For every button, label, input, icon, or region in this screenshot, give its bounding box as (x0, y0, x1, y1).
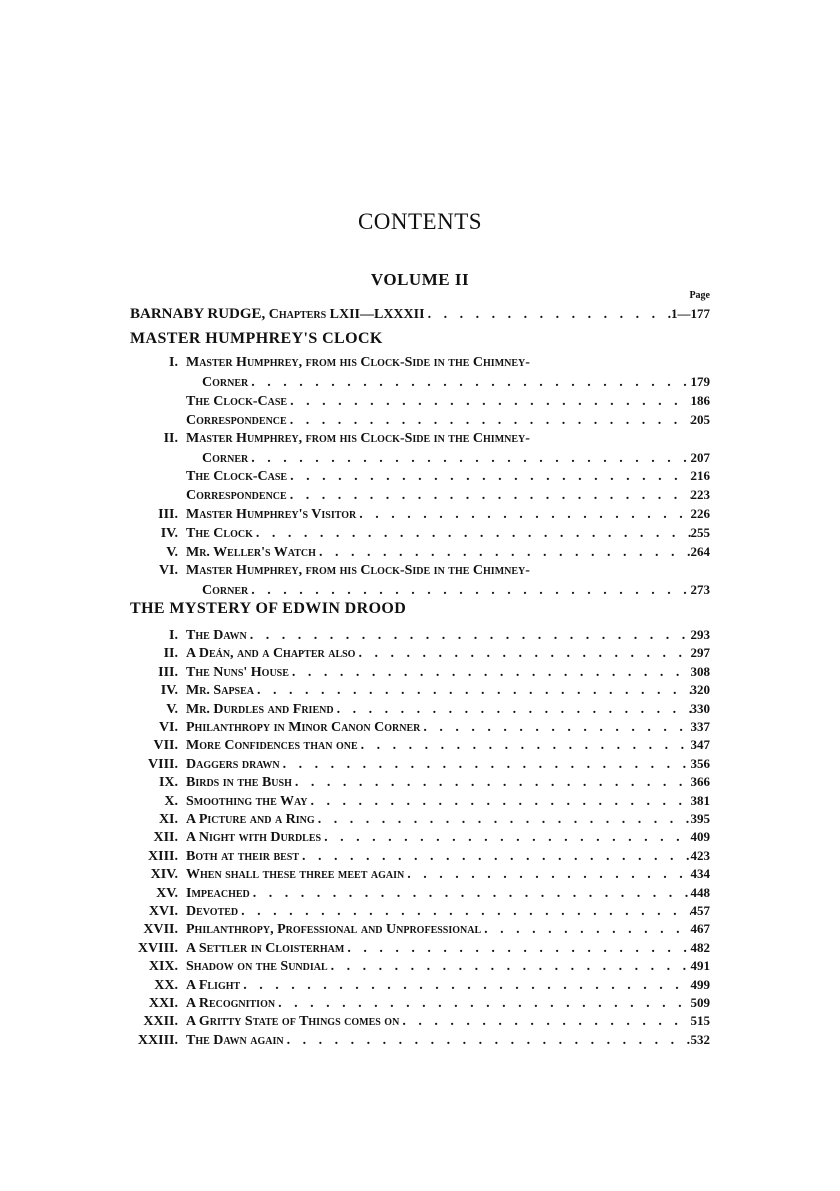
toc-entry[interactable] (130, 829, 710, 848)
toc-entry[interactable] (130, 664, 710, 683)
leader-dots (315, 812, 691, 828)
chapter-number: II. (163, 646, 178, 662)
page-number: 223 (690, 487, 710, 503)
chapter-title: A Picture and a Ring (186, 812, 315, 827)
chapter-title: A Recognition (186, 996, 276, 1011)
leader-dots (248, 375, 690, 391)
page-number: 337 (690, 719, 710, 734)
page-number: 482 (690, 939, 710, 955)
chapter-number: IV. (160, 526, 178, 542)
leader-dots (321, 830, 690, 846)
leader-dots (240, 978, 690, 994)
page-number: 308 (690, 663, 710, 679)
chapter-title: When shall these three meet again (186, 867, 405, 883)
toc-entry[interactable] (130, 468, 710, 487)
volume-heading: VOLUME II (370, 270, 470, 289)
page-number: 532 (690, 1031, 710, 1047)
toc-entry[interactable] (130, 737, 710, 756)
leader-dots (253, 526, 691, 542)
section-heading-humphrey: MASTER HUMPHREY'S CLOCK (130, 330, 383, 347)
chapter-number: IV. (160, 683, 178, 699)
chapter-title: A Gritty State of Things comes on (186, 1014, 400, 1030)
chapter-number: I. (169, 628, 178, 643)
chapter-title: A Flight (186, 977, 241, 993)
chapter-title: Corner (202, 450, 249, 466)
chapter-title: Philanthropy, Professional and Unprofessional (186, 922, 482, 938)
toc-entry[interactable] (130, 811, 710, 830)
chapter-title: Correspondence (186, 488, 287, 504)
chapter-title: Impeached (186, 885, 250, 901)
chapter-title: Corner (202, 374, 249, 390)
chapter-number: XII. (153, 830, 178, 846)
chapter-title: The Clock-Case (186, 393, 288, 409)
leader-dots (344, 941, 690, 957)
chapter-number: XXIII. (137, 1032, 178, 1048)
chapter-number: XIII. (148, 848, 178, 864)
leader-dots (275, 996, 690, 1012)
toc-entry[interactable] (130, 940, 710, 959)
chapter-number: V. (166, 545, 178, 560)
chapter-number: XIV. (150, 867, 178, 883)
chapter-number: IX. (158, 775, 178, 791)
toc-entry[interactable] (130, 774, 710, 793)
barnaby-label: BARNABY RUDGE, (130, 306, 266, 322)
leader-dots (238, 904, 690, 920)
toc-entry[interactable] (130, 848, 710, 867)
page-title: CONTENTS (357, 209, 483, 234)
toc-entry[interactable] (130, 393, 710, 412)
leader-dots (284, 1033, 691, 1049)
leader-dots (250, 886, 691, 902)
page-number: 179 (690, 373, 710, 389)
leader-dots (308, 794, 691, 810)
toc-entry[interactable] (130, 450, 710, 469)
chapter-title: Master Humphrey, from his Clock-Side in the Chimney- (186, 430, 530, 446)
toc-entry[interactable] (130, 1032, 710, 1051)
page-number: 448 (690, 884, 710, 900)
leader-dots (481, 922, 690, 938)
chapter-number: XI. (158, 812, 178, 827)
chapter-number: VIII. (148, 756, 178, 772)
toc-entry[interactable] (130, 645, 710, 664)
chapter-number: VI. (158, 562, 178, 578)
chapter-title: Shadow on the Sundial (186, 959, 328, 975)
chapter-title: Philanthropy in Minor Canon Corner (186, 720, 421, 735)
page-number: 509 (690, 995, 710, 1010)
page-number: 207 (690, 449, 710, 465)
chapter-number: III. (158, 664, 178, 680)
chapter-title: Corner (202, 582, 249, 598)
leader-dots (248, 451, 690, 467)
page-number: 434 (690, 866, 710, 882)
chapter-number: XV. (156, 885, 178, 901)
toc-entry[interactable] (130, 627, 710, 646)
chapter-title: Devoted (186, 904, 239, 919)
page-number: 320 (690, 682, 710, 698)
chapter-title: A Night with Durdles (186, 830, 322, 846)
toc-entry[interactable] (130, 958, 710, 977)
barnaby-pages: 1—177 (671, 306, 710, 321)
chapter-title: Mr. Sapsea (186, 683, 255, 699)
leader-dots (292, 775, 691, 791)
chapter-title: Master Humphrey, from his Clock-Side in the Chimney- (186, 355, 530, 370)
page-number: 499 (690, 976, 710, 992)
chapter-number: XXI. (148, 996, 178, 1011)
chapter-title: Birds in the Bush (186, 775, 292, 791)
barnaby-range: LXII—LXXXII (329, 307, 425, 322)
page-number: 255 (690, 525, 710, 541)
leader-dots (328, 959, 691, 975)
leader-dots (299, 849, 690, 865)
toc-entry[interactable] (130, 525, 710, 544)
barnaby-chapters: Chapters (268, 307, 327, 322)
toc-entry-barnaby-rudge[interactable] (130, 306, 710, 325)
chapter-title: The Dawn again (186, 1032, 284, 1048)
chapter-title: Correspondence (186, 412, 287, 428)
leader-dots (334, 702, 691, 718)
toc-entry[interactable] (130, 719, 710, 738)
leader-dots (254, 683, 690, 699)
page-number: 409 (690, 829, 710, 845)
chapter-number: V. (166, 701, 178, 717)
page-number: 356 (690, 755, 710, 771)
chapter-title: A Settler in Cloisterham (186, 940, 345, 956)
leader-dots (248, 583, 690, 599)
section-heading-drood: THE MYSTERY OF EDWIN DROOD (130, 600, 407, 617)
chapter-title: Daggers drawn (186, 756, 280, 772)
toc-entry[interactable] (130, 921, 710, 940)
page-number: 297 (690, 645, 710, 661)
toc-entry[interactable] (130, 977, 710, 996)
chapter-number: XVIII. (137, 940, 178, 956)
toc-entry[interactable] (130, 885, 710, 904)
chapter-title: The Clock-Case (186, 469, 288, 485)
toc-entry[interactable] (130, 701, 710, 720)
toc-entry[interactable] (130, 793, 710, 812)
chapter-title: The Dawn (186, 628, 247, 643)
toc-entry[interactable] (130, 682, 710, 701)
chapter-number: X. (164, 793, 178, 809)
chapter-title: Master Humphrey's Visitor (186, 507, 357, 523)
page-number: 226 (690, 506, 710, 522)
leader-dots (404, 867, 690, 883)
page-number: 491 (690, 958, 710, 974)
chapter-title: Master Humphrey, from his Clock-Side in the Chimney- (186, 562, 530, 578)
page-number: 381 (690, 792, 710, 808)
leader-dots (287, 394, 690, 410)
toc-entry[interactable] (130, 544, 710, 563)
page-number: 216 (690, 468, 710, 484)
toc-entry[interactable] (130, 756, 710, 775)
page-number: 457 (690, 903, 710, 918)
chapter-number: III. (158, 507, 178, 523)
leader-dots (358, 738, 691, 754)
leader-dots (399, 1014, 690, 1030)
leader-dots (316, 545, 691, 561)
chapter-number: I. (169, 355, 178, 370)
leader-dots (287, 469, 690, 485)
page-number: 366 (690, 774, 710, 790)
leader-dots (356, 507, 690, 523)
page-number: 515 (690, 1013, 710, 1029)
toc-entry[interactable] (130, 355, 710, 374)
leader-dots (287, 488, 691, 504)
page-number: 186 (690, 392, 710, 408)
page-number: 330 (690, 700, 710, 716)
leader-dots (287, 413, 691, 429)
toc-entry[interactable] (130, 1013, 710, 1032)
toc-entry[interactable] (130, 903, 710, 922)
chapter-title: The Nuns' House (186, 664, 289, 680)
page-number: 205 (690, 411, 710, 427)
chapter-number: XIX. (148, 959, 178, 975)
page-number: 467 (690, 921, 710, 937)
toc-entry[interactable] (130, 487, 710, 506)
chapter-title: More Confidences than one (186, 738, 358, 754)
toc-entry[interactable] (130, 412, 710, 431)
chapter-title: Mr. Weller's Watch (186, 545, 316, 560)
chapter-number: XX. (154, 977, 178, 993)
chapter-number: XVII. (143, 922, 178, 938)
chapter-title: A Deán, and a Chapter also (186, 646, 356, 662)
leader-dots (355, 646, 690, 662)
toc-entry[interactable] (130, 506, 710, 525)
chapter-number: VII. (153, 738, 178, 754)
toc-entry[interactable] (130, 431, 710, 450)
leader-dots (280, 757, 691, 773)
leader-dots (247, 628, 691, 644)
chapter-title: Mr. Durdles and Friend (186, 701, 334, 717)
toc-entry[interactable] (130, 582, 710, 601)
chapter-title: Smoothing the Way (186, 793, 308, 809)
toc-entry[interactable] (130, 866, 710, 885)
leader-dots (425, 307, 671, 323)
page-number: 293 (690, 627, 710, 642)
toc-entry[interactable] (130, 374, 710, 393)
toc-entry[interactable] (130, 995, 710, 1014)
chapter-number: XXII. (143, 1014, 178, 1030)
chapter-title: Both at their best (186, 848, 300, 864)
chapter-number: II. (163, 430, 178, 446)
chapter-title: The Clock (186, 526, 253, 542)
page-column-header: Page (689, 290, 710, 301)
leader-dots (420, 720, 690, 736)
chapter-number: XVI. (148, 904, 178, 919)
toc-entry[interactable] (130, 563, 710, 582)
page-number: 347 (690, 737, 710, 753)
leader-dots (289, 665, 691, 681)
page-number: 264 (690, 544, 710, 559)
page-number: 395 (690, 811, 710, 826)
chapter-number: VI. (158, 720, 178, 735)
page-number: 273 (690, 581, 710, 597)
page-number: 423 (690, 847, 710, 863)
